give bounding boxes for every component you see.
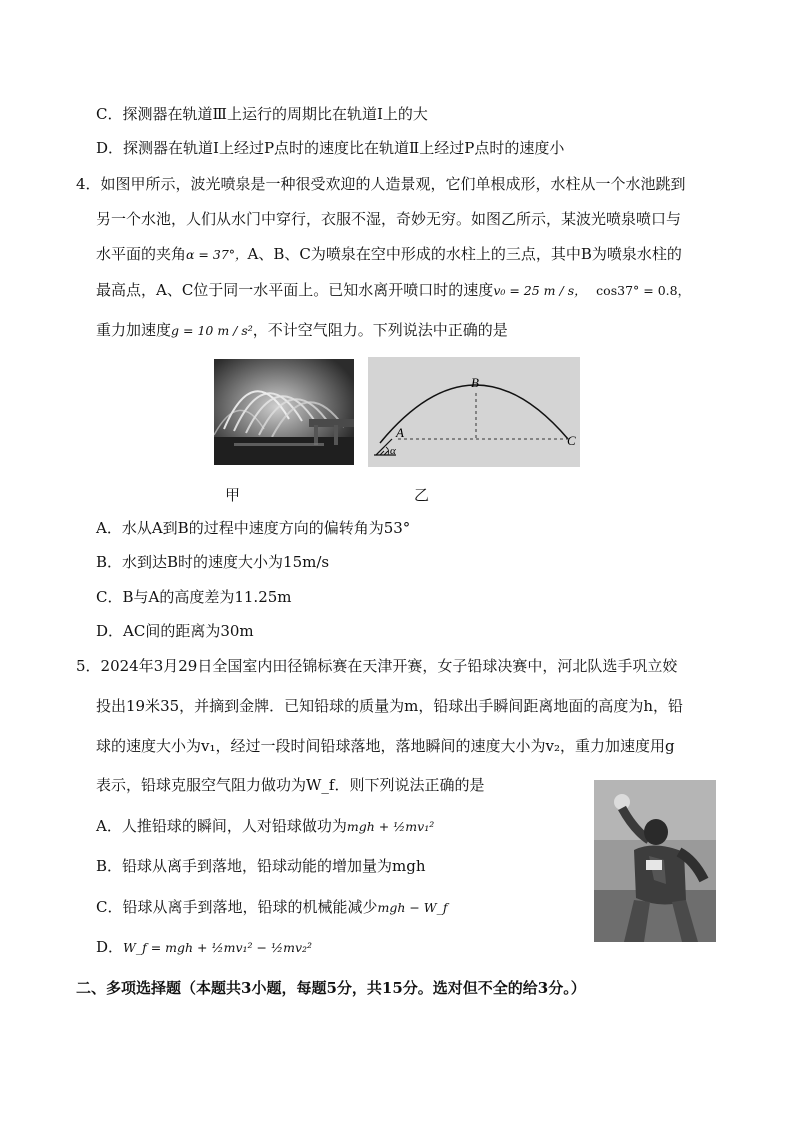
trajectory-diagram <box>368 357 580 467</box>
q5-stem-line2: 投出19米35，并摘到金牌．已知铅球的质量为m，铅球出手瞬间距离地面的高度为h，铅 <box>96 697 684 715</box>
q4-stem-line4-a: 最高点，A、C位于同一水平面上。已知水离开喷口时的速度 <box>96 281 494 299</box>
q4-option-a: A．水从A到B的过程中速度方向的偏转角为53° <box>96 519 411 537</box>
q4-option-c: C．B与A的高度差为11.25m <box>96 588 292 606</box>
q3-option-d: D．探测器在轨道Ⅰ上经过P点时的速度比在轨道Ⅱ上经过P点时的速度小 <box>96 139 565 157</box>
section2-heading: 二、多项选择题（本题共3小题，每题5分，共15分。选对但不全的给3分。） <box>76 979 586 997</box>
q4-cos-equation: cos37° = 0.8， <box>596 283 691 298</box>
q4-stem-line5 <box>96 320 508 341</box>
q5-option-d-math: W_f = mgh + ½mv₁² − ½mv₂² <box>123 940 313 955</box>
label-a: A <box>396 425 404 440</box>
q4-v0-equation: v₀ = 25 m / s， <box>493 283 587 298</box>
q4-stem-line4 <box>96 280 690 301</box>
caption-jia: 甲 <box>225 486 241 504</box>
q4-stem-line5-b: ，不计空气阻力。下列说法中正确的是 <box>252 321 508 339</box>
q5-option-d-label: D． <box>96 938 124 956</box>
q5-option-c-math: mgh − W_f <box>377 900 448 915</box>
label-c: C <box>567 433 576 448</box>
q3-option-c: C．探测器在轨道Ⅲ上运行的周期比在轨道Ⅰ上的大 <box>96 105 428 123</box>
q5-stem-line4: 表示，铅球克服空气阻力做功为W_f．则下列说法正确的是 <box>96 776 485 794</box>
q5-option-c-text: C．铅球从离手到落地，铅球的机械能减少 <box>96 898 378 916</box>
q4-alpha-equation: α = 37°， <box>186 247 248 262</box>
q4-stem-line2: 另一个水池，人们从水门中穿行，衣服不湿，奇妙无穷。如图乙所示，某波光喷泉喷口与 <box>96 210 682 228</box>
q4-stem-line1: 4．如图甲所示，波光喷泉是一种很受欢迎的人造景观，它们单根成形，水柱从一个水池跳到 <box>76 175 686 193</box>
q5-option-a <box>96 816 434 837</box>
caption-yi: 乙 <box>414 486 430 504</box>
q4-stem-line3-a: 水平面的夹角 <box>96 245 187 263</box>
trajectory-diagram-svg <box>368 357 580 467</box>
label-b: B <box>471 375 479 390</box>
shot-put-photo <box>594 780 716 942</box>
q5-option-b: B．铅球从离手到落地，铅球动能的增加量为mgh <box>96 857 426 875</box>
q4-g-equation: g = 10 m / s² <box>171 323 253 338</box>
q4-option-b: B．水到达B时的速度大小为15m/s <box>96 553 330 571</box>
q5-option-a-math: mgh + ½mv₁² <box>346 819 435 834</box>
fountain-photo <box>214 359 354 465</box>
water-arc <box>380 385 568 443</box>
q4-stem-line5-a: 重力加速度 <box>96 321 172 339</box>
fountain-photo-image <box>214 359 354 465</box>
q4-stem-line3 <box>96 244 682 265</box>
q4-stem-line3-b: A、B、C为喷泉在空中形成的水柱上的三点，其中B为喷泉水柱的 <box>247 245 682 263</box>
q5-option-c <box>96 897 448 918</box>
label-alpha: α <box>390 445 396 457</box>
q5-stem-line1: 5．2024年3月29日全国室内田径锦标赛在天津开赛，女子铅球决赛中，河北队选手巩立姣 <box>76 657 678 675</box>
q5-stem-line3: 球的速度大小为v₁，经过一段时间铅球落地，落地瞬间的速度大小为v₂，重力加速度用g <box>96 737 675 755</box>
q5-option-d <box>96 937 312 958</box>
q4-option-d: D．AC间的距离为30m <box>96 622 254 640</box>
shot-put-photo-image <box>594 780 716 942</box>
q5-option-a-text: A．人推铅球的瞬间，人对铅球做功为 <box>96 817 347 835</box>
